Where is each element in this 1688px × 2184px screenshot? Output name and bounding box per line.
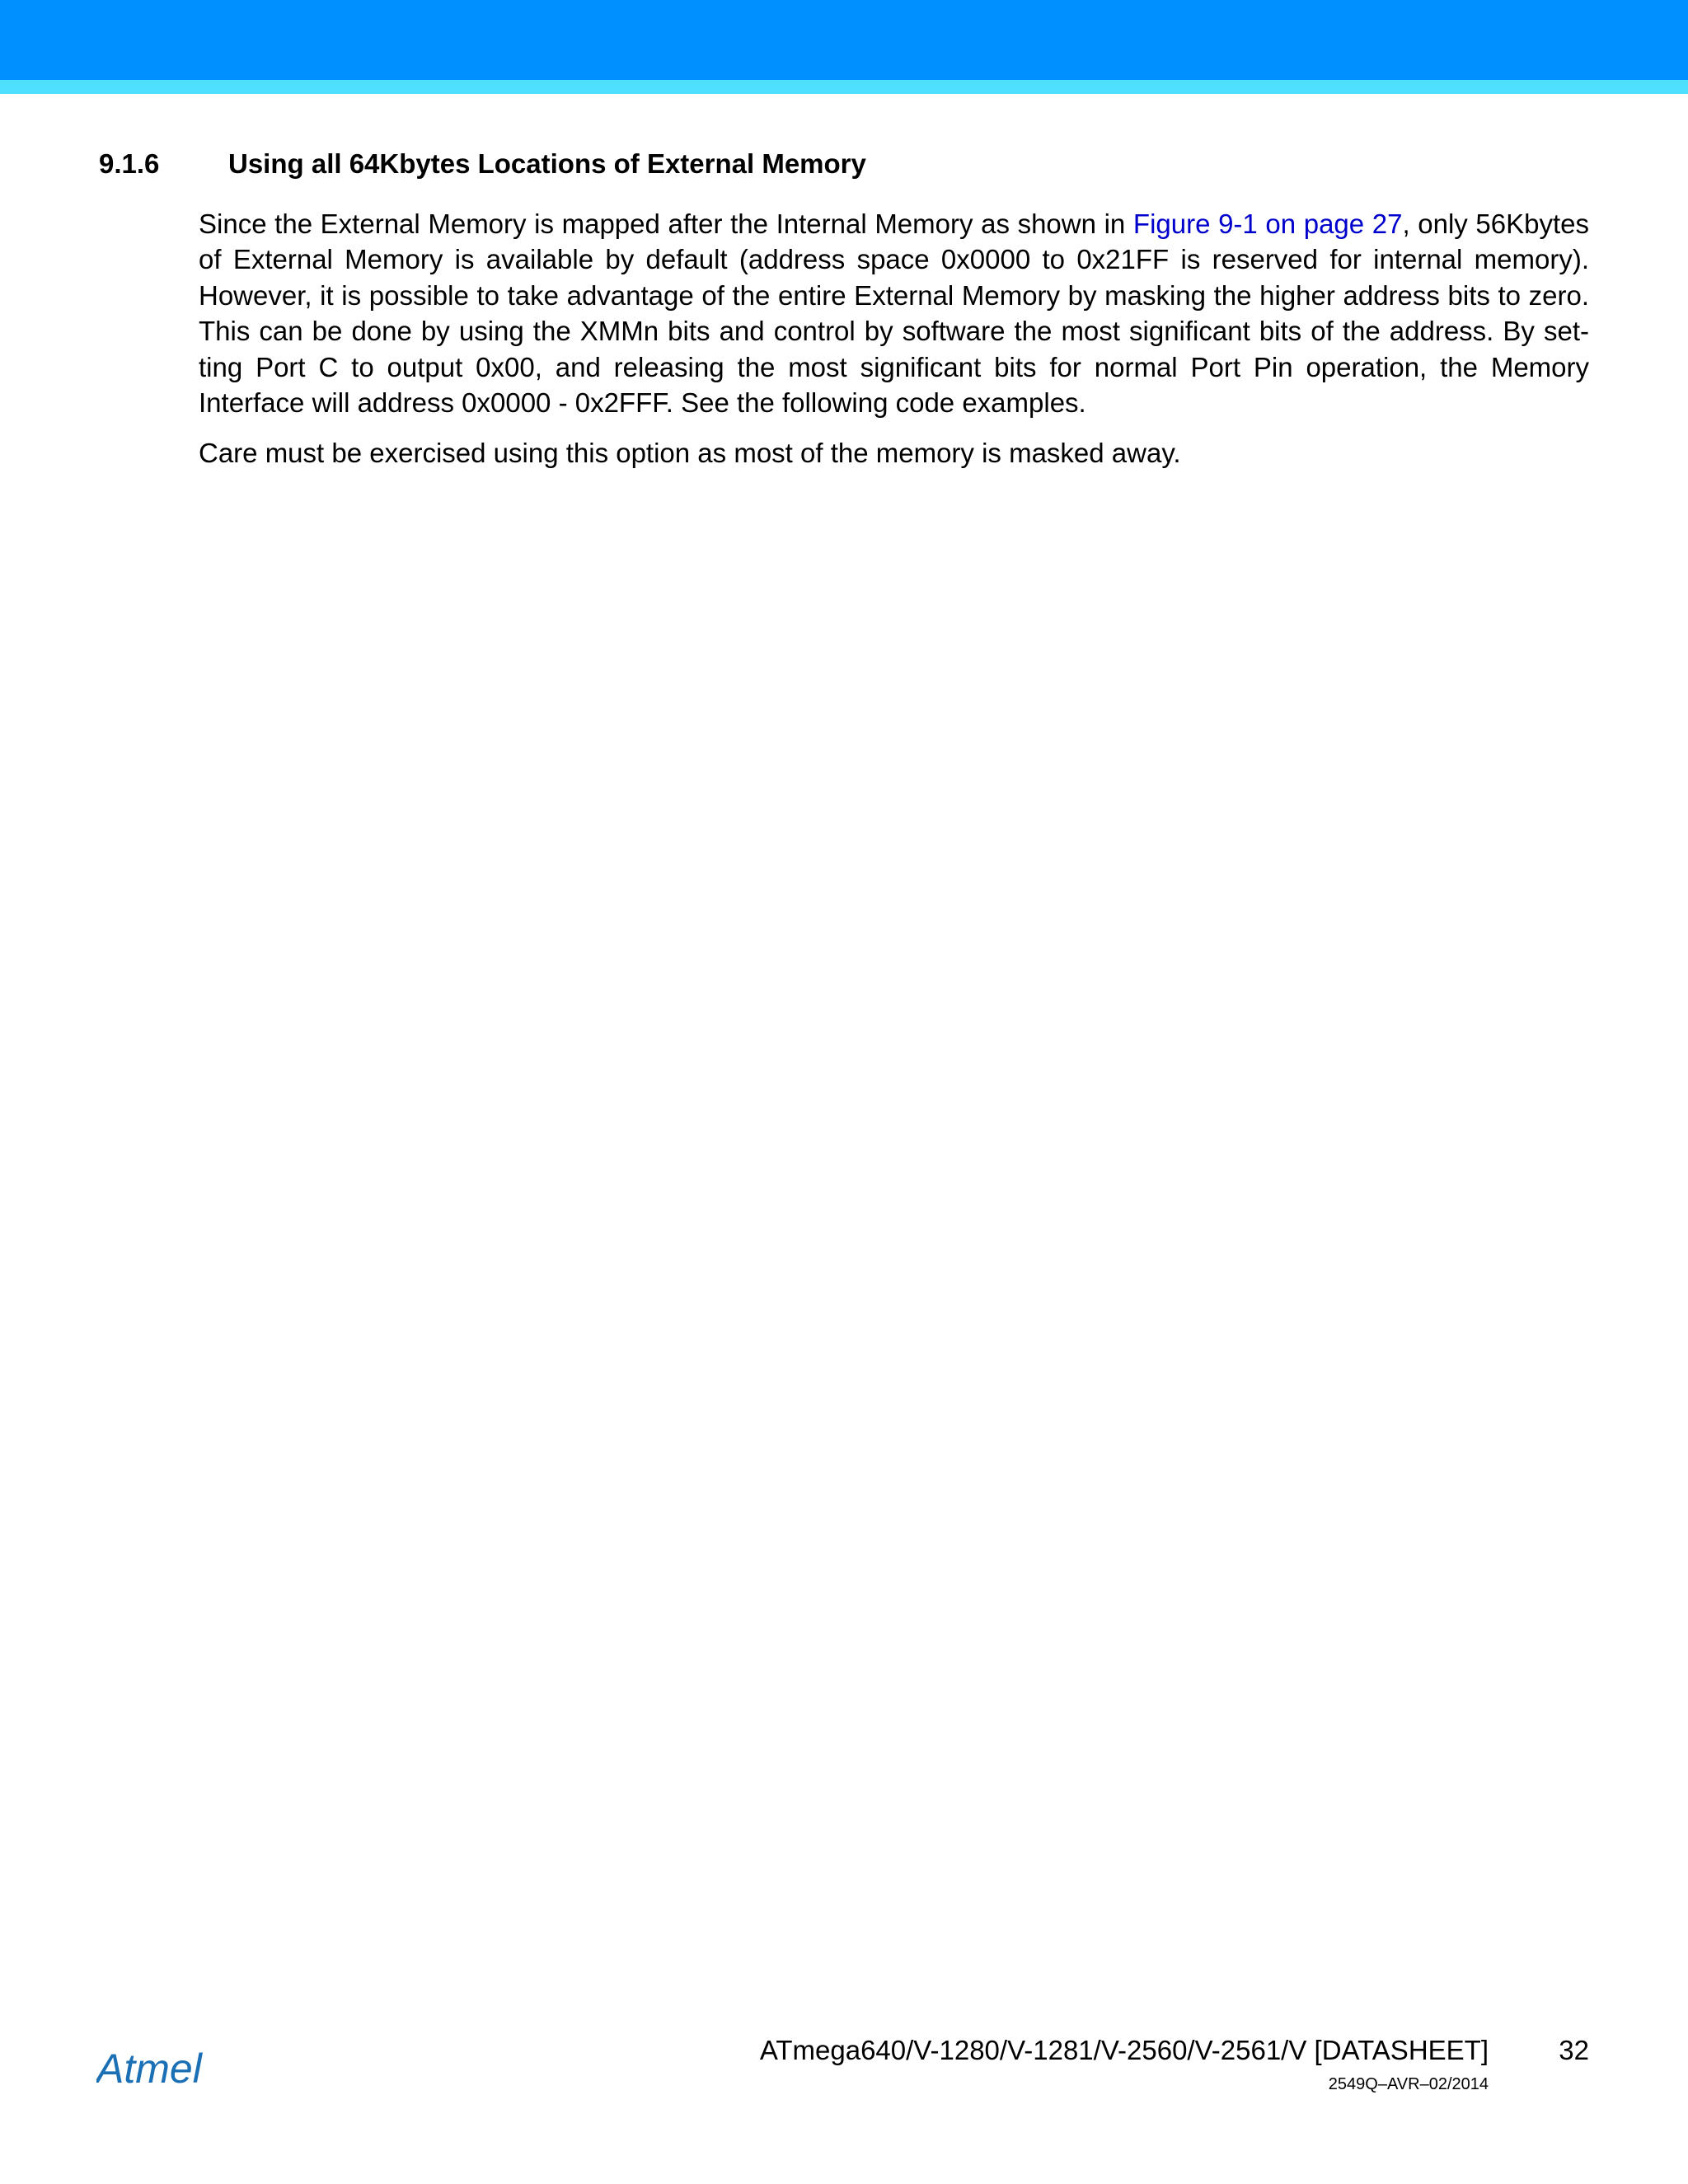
footer-doc-number: 2549Q–AVR–02/2014 [1328,2075,1489,2093]
atmel-logo-text: Atmel [96,2046,202,2092]
header-stripe [0,80,1688,94]
section-title: Using all 64Kbytes Locations of External Memory [228,148,866,179]
paragraph-2: Care must be exercised using this option as most of the memory is masked away. [199,438,1181,469]
section-heading [99,147,1582,181]
body-text [199,206,1589,486]
footer-doc-title: ATmega640/V-1280/V-1281/V-2560/V-2561/V [DATASHEET] [759,2035,1489,2065]
paragraph-1-lead: Since the External Memory is mapped after the Internal Memory as shown in [199,209,1133,239]
figure-reference-link[interactable]: Figure 9-1 on page 27 [1132,209,1403,239]
atmel-logo [96,2040,241,2097]
header-band [0,0,1688,80]
paragraph-1 [199,206,1589,420]
paragraph-1-rest: , only 56Kbytes of External Memory is available by default (address space 0x0000 to 0x21FF is reserved for internal memory). However, it is possible to take advantage of the entire External Memory by masking the higher address bits to zero. This can be done by using the XMMn bits and control by software the most significant bits of the address. By set-ting Port C to output 0x00, and releasing the most significant bits for normal Port Pin operation, the Memory Interface will address 0x0000 - 0x2FFF. See the following code examples. [199,209,1589,419]
section-number: 9.1.6 [99,148,160,179]
footer-page-number: 32 [1559,2035,1589,2065]
